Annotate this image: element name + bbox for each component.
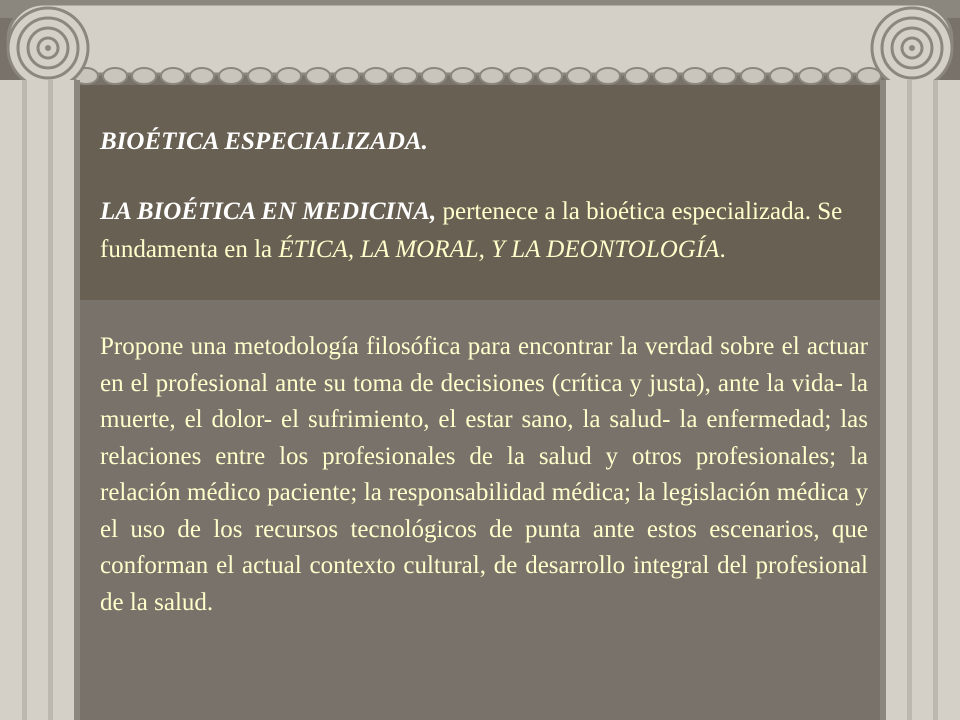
slide-body: Propone una metodología filosófica para encontrar la verdad sobre el actuar en el profesional ante su toma de decisiones (crítica y justa), ante la vida- la muerte, el dolor- el sufrimiento, el estar sano, la salud- la enfermedad; las relaciones entre los profesionales de la salud y otros profesionales; la relación médico paciente; la responsabilidad médica; la legislación médica y el uso de los recursos tecnológicos de punta ante estos escenarios, que conforman el actual contexto cultural, de desarrollo integral del profesional de la salud. — [100, 333, 868, 616]
slide-title: BIOÉTICA ESPECIALIZADA. — [100, 128, 428, 155]
subtitle-lead: LA BIOÉTICA EN MEDICINA, — [100, 198, 437, 225]
spiral-scroll-icon — [872, 8, 952, 88]
subtitle-end: . — [719, 236, 726, 263]
spiral-scroll-icon — [8, 8, 88, 88]
subtitle-text: pertenece a la bioética especializada. Se fundamenta en la — [100, 198, 843, 263]
subtitle-emphasis: ÉTICA, LA MORAL, Y LA DEONTOLOGÍA — [278, 236, 720, 263]
slide-subtitle — [100, 193, 852, 269]
